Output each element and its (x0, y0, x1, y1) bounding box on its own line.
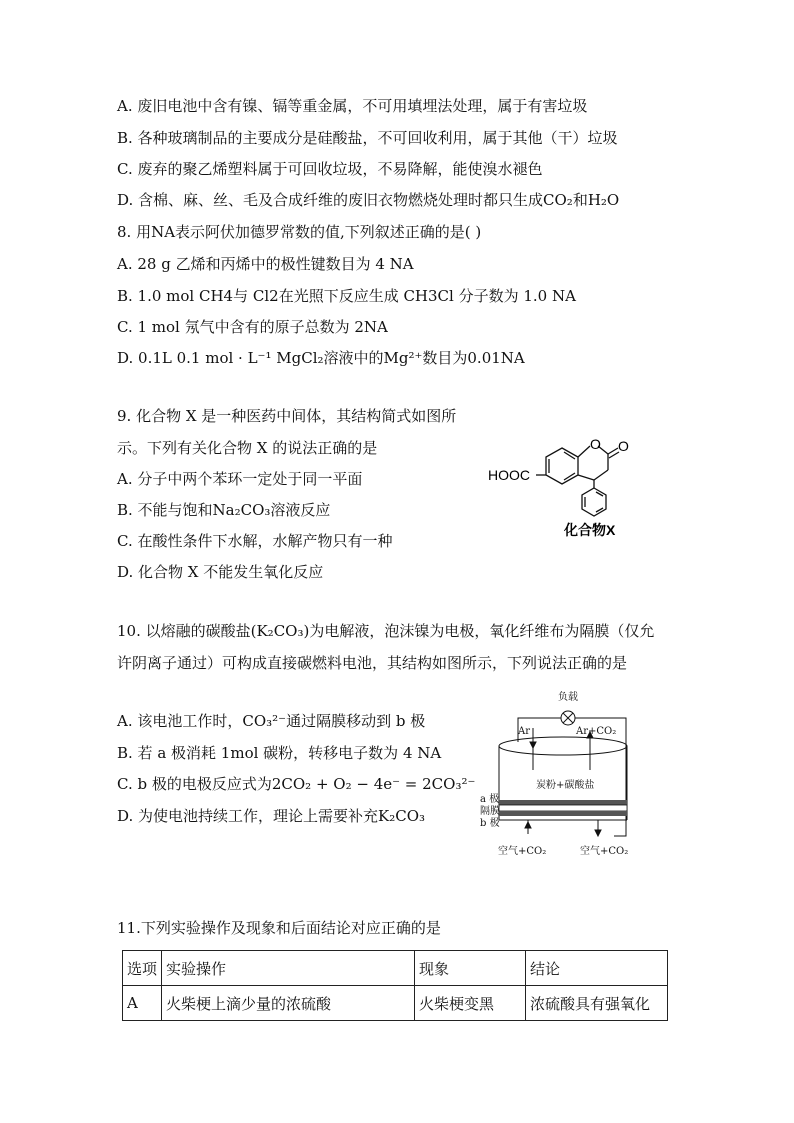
experiment-table (122, 950, 668, 1021)
q9-option-a: A. 分子中两个苯环一定处于同一平面 (117, 470, 363, 488)
argon-outlet-label: Ar+CO₂ (576, 726, 617, 737)
membrane-label: 隔膜 (480, 806, 500, 817)
q10-option-c: C. b 极的电极反应式为2CO₂ + O₂ − 4e⁻ = 2CO₃²⁻ (117, 775, 476, 793)
header-phenomenon: 现象 (415, 951, 526, 986)
row-a-option: A (123, 986, 162, 1021)
q9-stem-line1: 9. 化合物 X 是一种医药中间体，其结构简式如图所 (117, 407, 457, 425)
header-conclusion: 结论 (526, 951, 668, 986)
q8-option-b: B. 1.0 mol CH4与 Cl2在光照下反应生成 CH3Cl 分子数为 1.0 NA (117, 287, 576, 305)
q7-option-d: D. 含棉、麻、丝、毛及合成纤维的废旧衣物燃烧处理时都只生成CO₂和H₂O (117, 191, 620, 209)
carbonyl-oxygen-label: O (618, 438, 629, 454)
row-a-operation: 火柴梗上滴少量的浓硫酸 (162, 986, 415, 1021)
electrode-a-layer (499, 800, 627, 805)
electrode-b-layer (499, 811, 627, 816)
hooc-group-label: HOOC (488, 467, 530, 483)
load-label: 负载 (558, 692, 578, 703)
q7-option-b: B. 各种玻璃制品的主要成分是硅酸盐，不可回收利用，属于其他（干）垃圾 (117, 129, 618, 147)
electrode-b-label: b 极 (480, 818, 500, 829)
q7-option-c: C. 废弃的聚乙烯塑料属于可回收垃圾，不易降解，能使溴水褪色 (117, 160, 543, 178)
q11-stem: 11.下列实验操作及现象和后面结论对应正确的是 (117, 919, 441, 937)
electrode-a-label: a 极 (480, 794, 500, 805)
membrane-layer (499, 805, 627, 811)
q10-option-b: B. 若 a 极消耗 1mol 碳粉，转移电子数为 4 NA (117, 744, 442, 762)
q8-option-c: C. 1 mol 氖气中含有的原子总数为 2NA (117, 318, 388, 336)
ring-oxygen-label: O (590, 436, 601, 452)
q10-stem-line2: 许阴离子通过）可构成直接碳燃料电池，其结构如图所示，下列说法正确的是 (117, 654, 628, 672)
q9-option-d: D. 化合物 X 不能发生氧化反应 (117, 563, 324, 581)
table-row (123, 986, 668, 1021)
header-option: 选项 (123, 951, 162, 986)
q8-option-a: A. 28 g 乙烯和丙烯中的极性键数目为 4 NA (117, 255, 414, 273)
compound-x-structure-figure (482, 432, 642, 542)
q10-option-a: A. 该电池工作时，CO₃²⁻通过隔膜移动到 b 极 (117, 712, 426, 730)
table-header-row (123, 951, 668, 986)
q7-option-a: A. 废旧电池中含有镍、镉等重金属，不可用填埋法处理，属于有害垃圾 (117, 97, 588, 115)
q8-option-d: D. 0.1L 0.1 mol · L⁻¹ MgCl₂溶液中的Mg²⁺数目为0.01NA (117, 349, 525, 367)
header-operation: 实验操作 (162, 951, 415, 986)
q8-stem: 8. 用NA表示阿伏加德罗常数的值,下列叙述正确的是( ) (117, 223, 482, 241)
fuel-cell-diagram (478, 688, 643, 863)
compound-x-caption: 化合物X (564, 522, 616, 538)
air-inlet-label: 空气+CO₂ (498, 846, 547, 857)
row-a-phenomenon: 火柴梗变黑 (415, 986, 526, 1021)
air-outlet-label: 空气+CO₂ (580, 846, 629, 857)
q10-option-d: D. 为使电池持续工作，理论上需要补充K₂CO₃ (117, 807, 426, 825)
q9-stem-line2: 示。下列有关化合物 X 的说法正确的是 (117, 439, 378, 457)
q10-stem-line1: 10. 以熔融的碳酸盐(K₂CO₃)为电解液，泡沫镍为电极，氧化纤维布为隔膜（仅允 (117, 622, 655, 640)
fuel-label: 炭粉+碳酸盐 (536, 780, 595, 791)
q9-option-b: B. 不能与饱和Na₂CO₃溶液反应 (117, 501, 331, 519)
argon-inlet-label: Ar (518, 726, 531, 737)
row-a-conclusion: 浓硫酸具有强氧化 (526, 986, 668, 1021)
q9-option-c: C. 在酸性条件下水解，水解产物只有一种 (117, 532, 393, 550)
